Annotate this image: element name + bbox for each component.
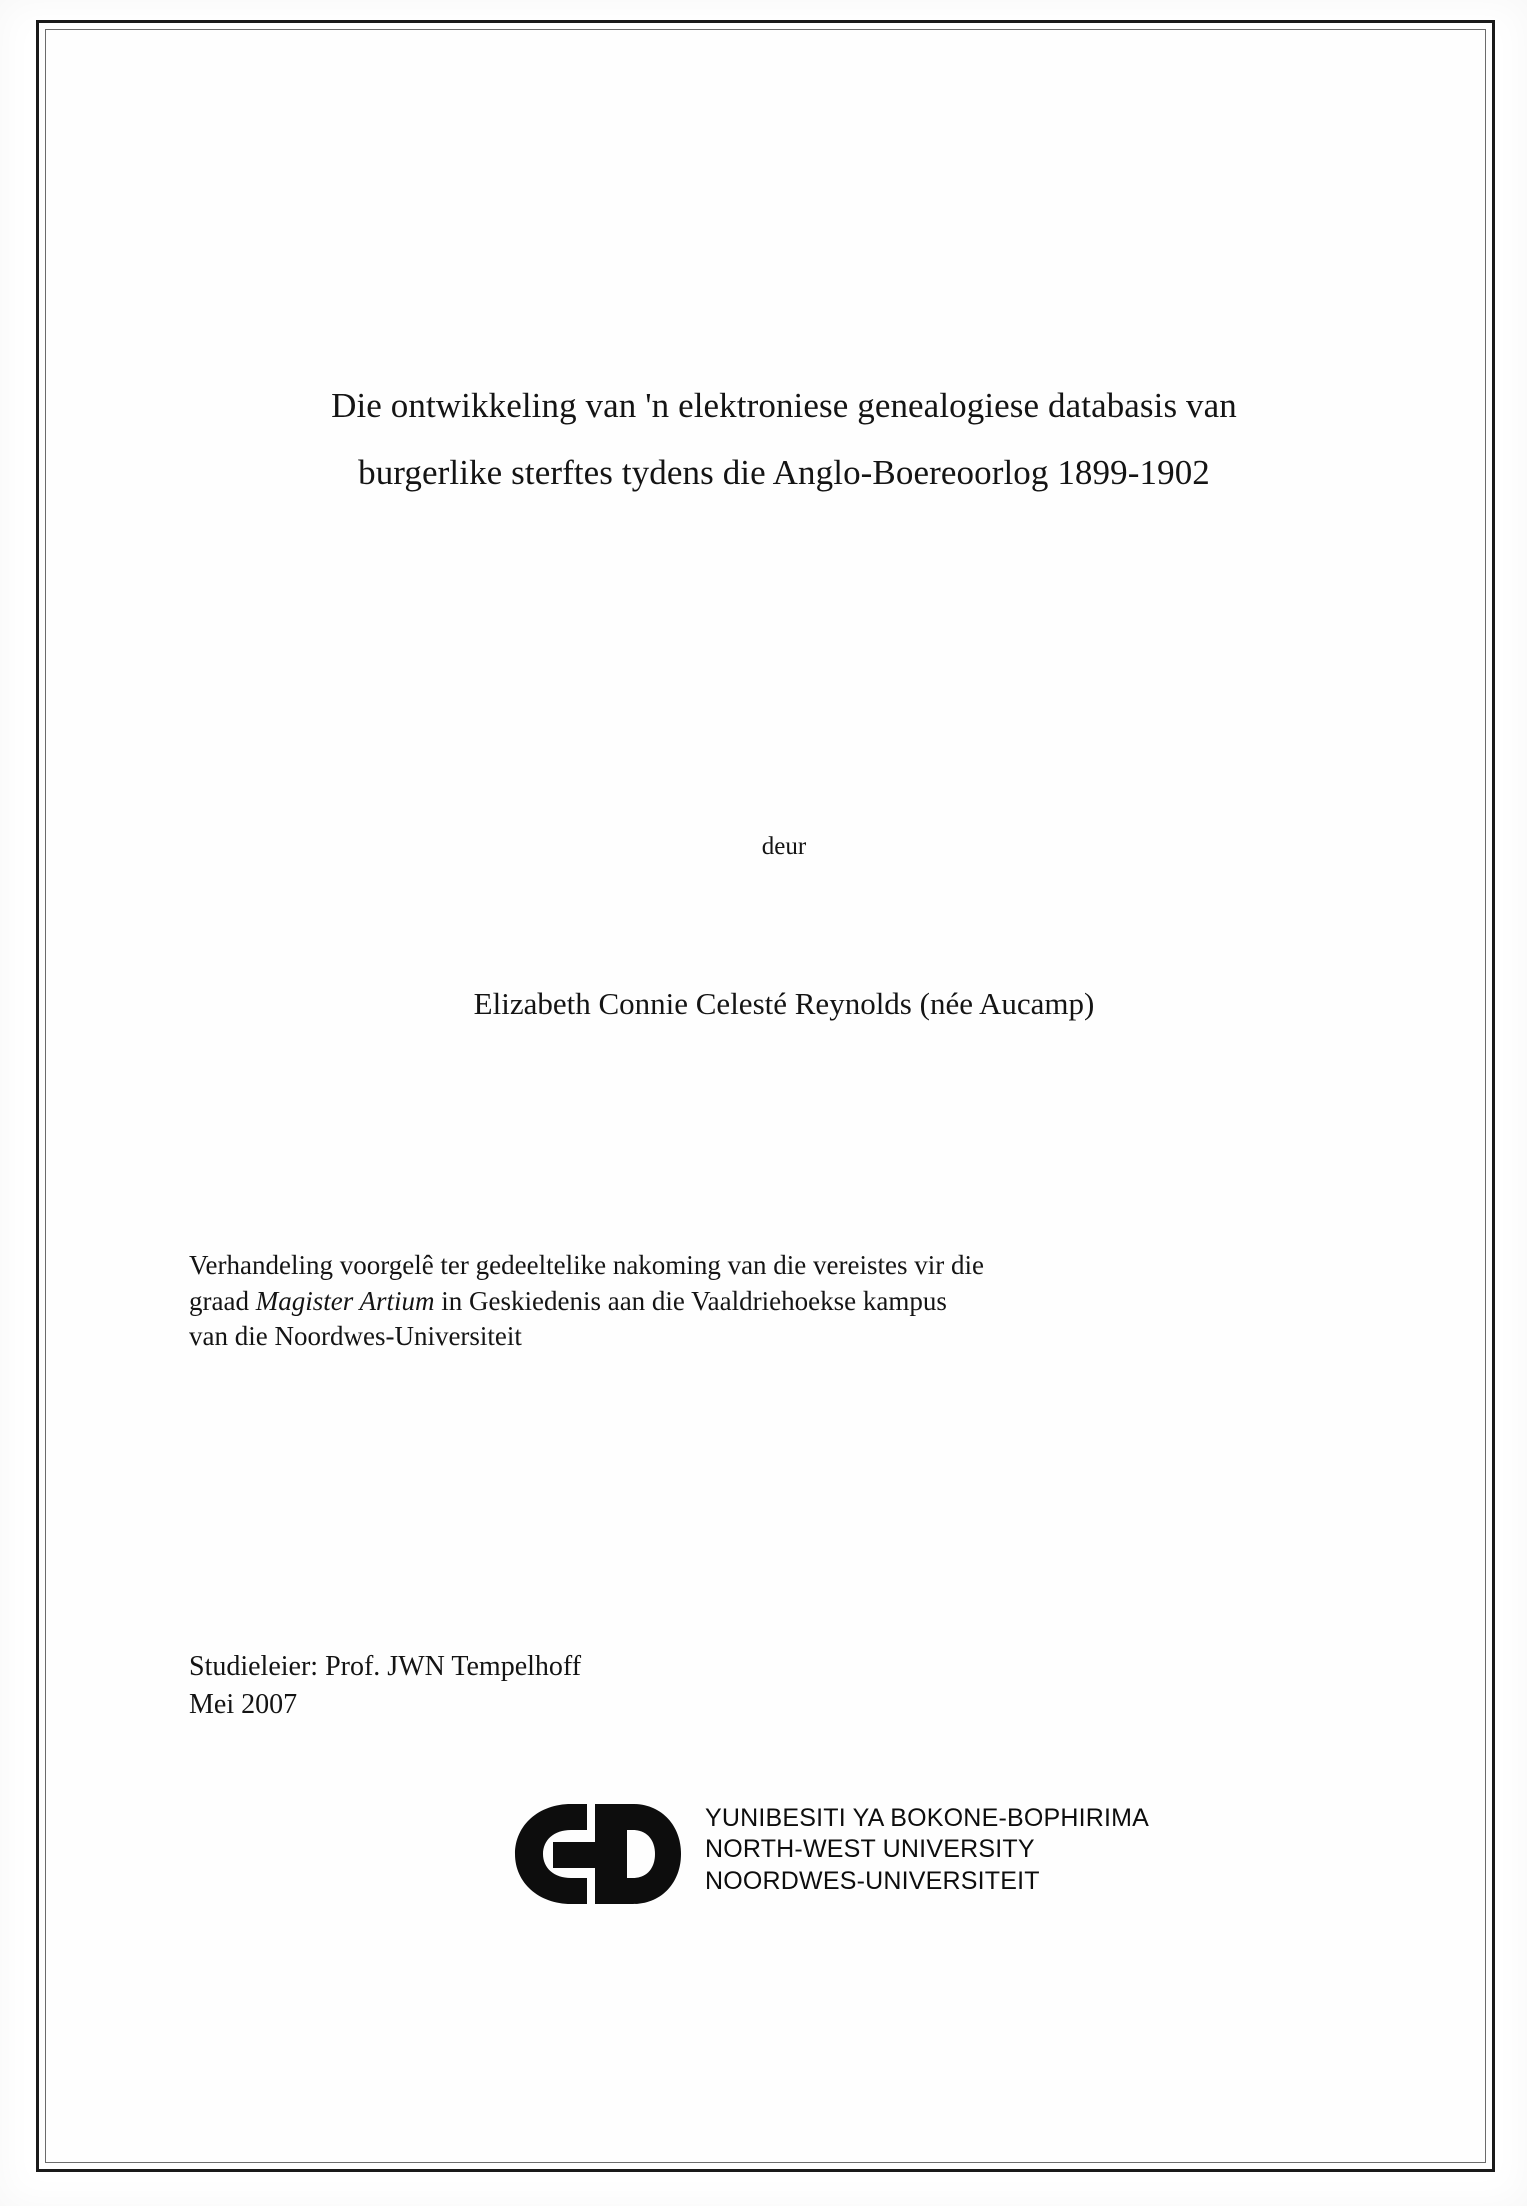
degree-statement-line-3: van die Noordwes-Universiteit — [189, 1321, 522, 1352]
degree-statement-line-2-suffix: in Geskiedenis aan die Vaaldriehoekse kampus — [434, 1285, 947, 1316]
author-name: Elizabeth Connie Celesté Reynolds (née Aucamp) — [473, 986, 1095, 1021]
university-logo-text — [705, 1803, 1149, 1897]
by-label: deur — [761, 833, 807, 860]
title-line-2: burgerlike sterftes tydens die Anglo-Boereoorlog 1899-1902 — [358, 453, 1210, 492]
supervisor-block — [189, 1648, 1189, 1724]
logo-text-line-1: YUNIBESITI YA BOKONE-BOPHIRIMA — [705, 1804, 1150, 1832]
degree-statement-line-2-prefix: graad — [189, 1285, 256, 1316]
university-logo-block — [509, 1798, 1269, 1918]
north-west-university-logo-icon — [509, 1802, 694, 1906]
logo-text-line-2: NORTH-WEST UNIVERSITY — [705, 1835, 1035, 1864]
degree-statement — [189, 1248, 1344, 1355]
page-border-frame — [36, 20, 1495, 2172]
degree-name: Magister Artium — [255, 1285, 435, 1316]
supervisor-name: Studieleier: Prof. JWN Tempelhoff — [189, 1651, 582, 1682]
degree-statement-line-2 — [189, 1284, 1344, 1320]
logo-text-line-3: NOORDWES-UNIVERSITEIT — [705, 1866, 1040, 1895]
submission-date: Mei 2007 — [189, 1688, 298, 1720]
title-page-content — [189, 23, 1379, 2169]
degree-statement-line-1: Verhandeling voorgelê ter gedeeltelike nakoming van die vereistes vir die — [189, 1250, 984, 1280]
page-title — [189, 388, 1379, 490]
title-line-1: Die ontwikkeling van 'n elektroniese genealogiese databasis van — [331, 386, 1237, 425]
